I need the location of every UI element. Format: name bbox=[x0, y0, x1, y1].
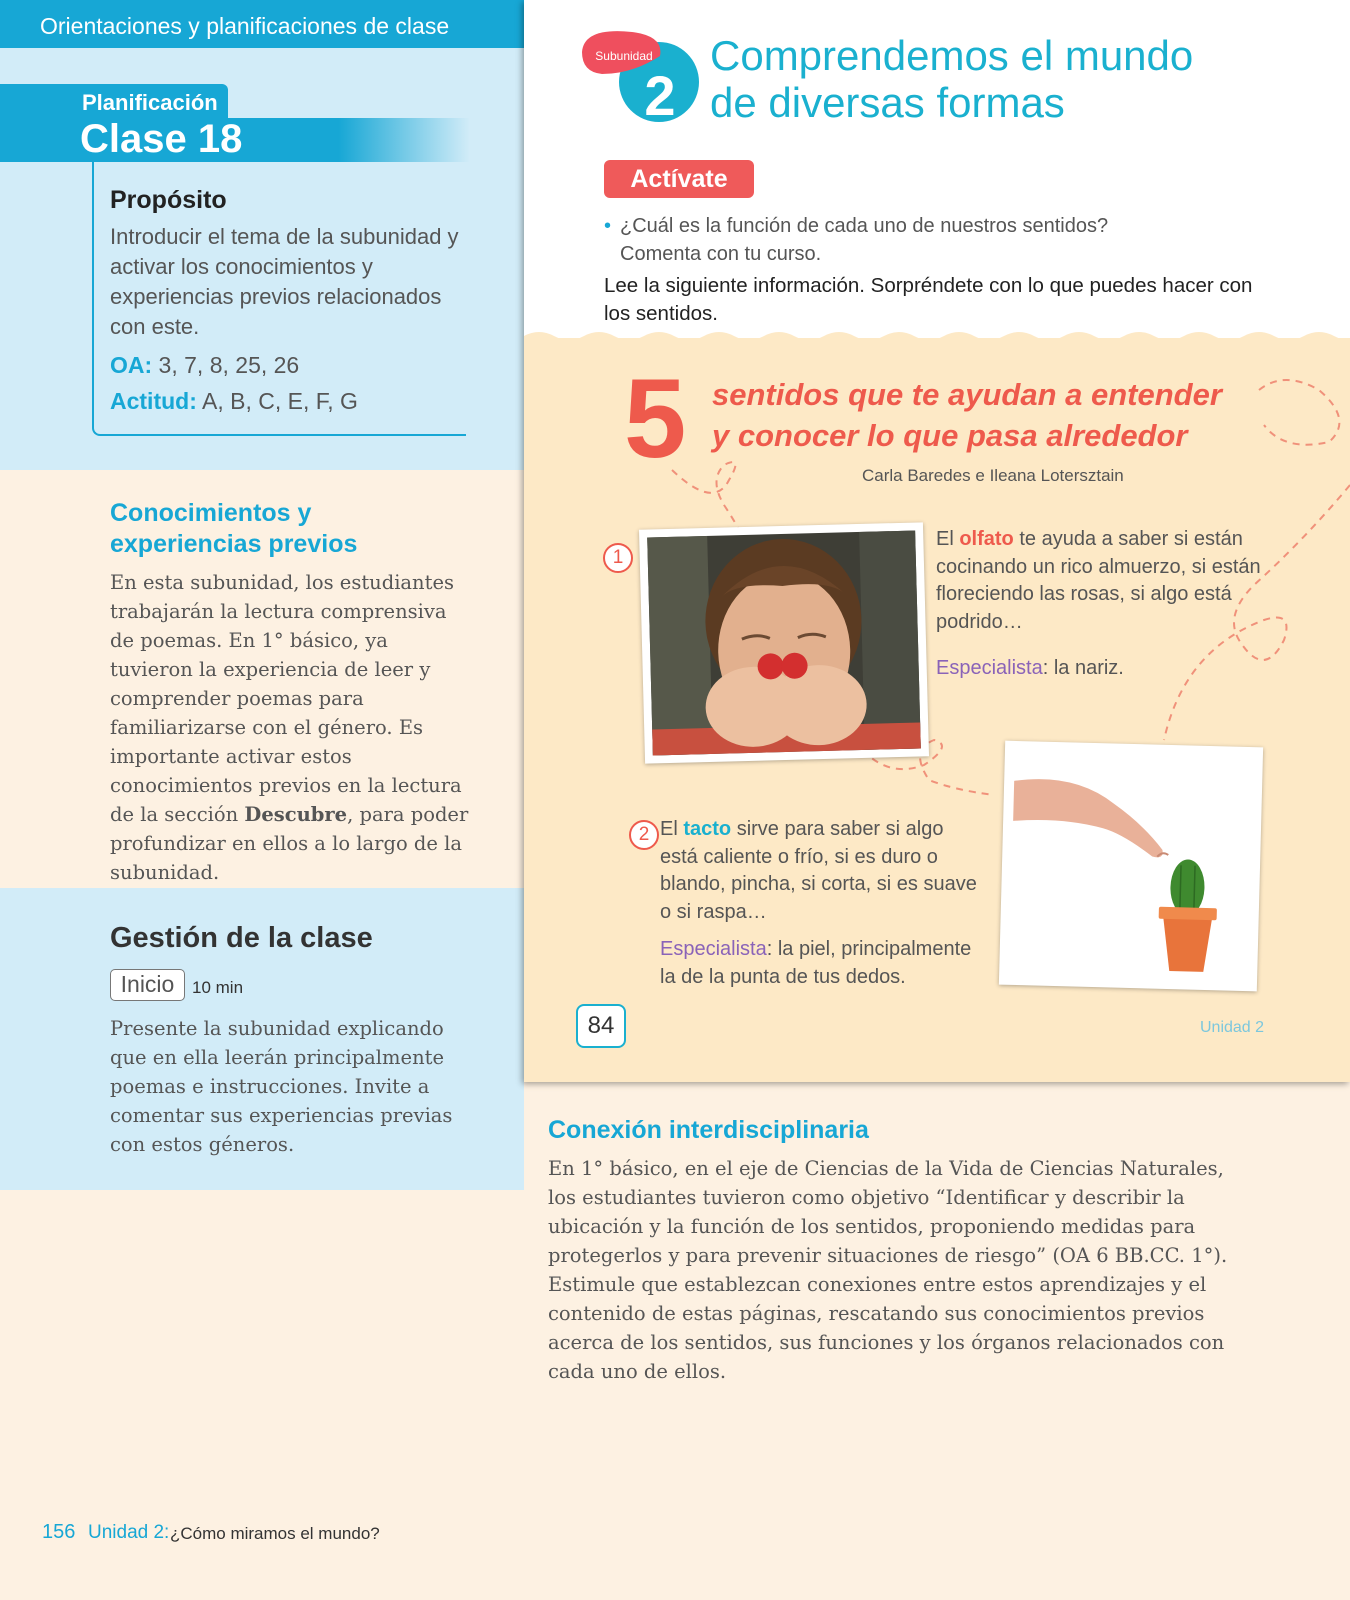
item-1-especialista-text: : la nariz. bbox=[1042, 657, 1124, 679]
subunidad-number: 2 bbox=[644, 64, 676, 127]
item-1-especialista bbox=[936, 655, 1266, 683]
activate-badge: Actívate bbox=[604, 160, 754, 198]
authors: Carla Baredes e Ileana Lotersztain bbox=[862, 466, 1124, 485]
conocimientos-text-part2: , para poder profundizar en ellos a lo largo de la subunidad. bbox=[110, 803, 469, 884]
reading-title-line-1: sentidos que te ayudan a entender bbox=[712, 377, 1222, 412]
item-2-especialista bbox=[660, 936, 980, 991]
item-2-pre: El bbox=[660, 818, 684, 840]
item-2-especialista-label: Especialista bbox=[660, 938, 767, 960]
conocimientos-title: Conocimientos y experiencias previos bbox=[110, 499, 358, 558]
planificacion-tab bbox=[0, 84, 228, 120]
item-1-pre: El bbox=[936, 528, 960, 550]
tacto-keyword: tacto bbox=[683, 818, 732, 840]
item-1-especialista-label: Especialista bbox=[936, 657, 1043, 679]
descubre-bold: Descubre bbox=[244, 803, 348, 826]
actitud-label: Actitud: bbox=[110, 388, 197, 414]
footer-unit-question: ¿Cómo miramos el mundo? bbox=[170, 1524, 380, 1543]
planificacion-label: Planificación bbox=[82, 90, 218, 115]
item-1-number: 1 bbox=[603, 543, 633, 573]
student-page-number: 84 bbox=[576, 1004, 626, 1048]
boy-smelling-illustration bbox=[639, 522, 929, 763]
lee-instruction: Lee la siguiente información. Sorpréndete con lo que puedes hacer con los sentidos. bbox=[604, 274, 1253, 325]
gestion-text: Presente la subunidad explicando que en ella leerán principalmente poemas e instrucciones. Invite a comentar sus experiencias previas con estos géneros. bbox=[110, 1017, 453, 1156]
item-2-number: 2 bbox=[629, 820, 659, 850]
footer-unit-label: Unidad 2: bbox=[88, 1522, 170, 1543]
item-2-especialista-text: : la piel, principalmente la de la punta de tus dedos. bbox=[660, 938, 972, 988]
header-bar bbox=[0, 0, 524, 48]
oa-label: OA: bbox=[110, 352, 153, 378]
finger-cactus-illustration bbox=[999, 741, 1263, 992]
conocimientos-text bbox=[110, 568, 470, 887]
proposito-title: Propósito bbox=[110, 186, 227, 214]
activate-question: • ¿Cuál es la función de cada uno de nuestros sentidos? Comenta con tu curso. bbox=[604, 212, 1124, 268]
olfato-keyword: olfato bbox=[959, 528, 1014, 550]
student-page bbox=[524, 0, 1350, 1082]
subunidad-badge bbox=[572, 22, 707, 142]
conocimientos-text-part1: En esta subunidad, los estudiantes trabajarán la lectura comprensiva de poemas. En 1° básico, ya tuvieron la experiencia de leer y comprender poemas para familiarizarse con el género. Es importante activar estos conocimientos previos en la lectura de la sección bbox=[110, 571, 462, 826]
inicio-time: 10 min bbox=[192, 978, 244, 997]
actitud-line bbox=[110, 388, 358, 415]
subunidad-label: Subunidad bbox=[595, 49, 653, 63]
title-line-1: Comprendemos el mundo bbox=[710, 32, 1194, 79]
reading-title bbox=[712, 374, 1222, 456]
reading-title-line-2: y conocer lo que pasa alrededor bbox=[712, 418, 1188, 453]
oa-line bbox=[110, 352, 299, 379]
oa-value: 3, 7, 8, 25, 26 bbox=[152, 352, 300, 378]
header-text: Orientaciones y planificaciones de clase bbox=[40, 13, 450, 39]
item-1-text bbox=[936, 526, 1266, 636]
inicio-badge: Inicio bbox=[110, 969, 185, 1001]
item-2-text bbox=[660, 816, 980, 926]
actitud-value: A, B, C, E, F, G bbox=[196, 388, 358, 414]
boy-smelling-strawberries-photo bbox=[639, 522, 929, 763]
conexion-text: En 1° básico, en el eje de Ciencias de la Vida de Ciencias Naturales, los estudiantes tuvieron como objetivo “Identificar y describir la ubicación y la función de los sentidos, proponiendo medidas para protegerlos y para prevenir situaciones de riesgo” (OA 6 BB.CC. 1°). Estimule que establezcan conexiones entre estos aprendizajes y el contenido de estas páginas, rescatando sus conocimientos previos acerca de los sentidos, sus funciones y los órganos relacionados con cada uno de ellos. bbox=[548, 1157, 1228, 1383]
title-line-2: de diversas formas bbox=[710, 79, 1065, 126]
big-five: 5 bbox=[624, 356, 687, 481]
proposito-text: Introducir el tema de la subunidad y activar los conocimientos y experiencias previos relacionados con este. bbox=[110, 224, 459, 339]
clase-band bbox=[0, 118, 470, 162]
item-1-body: te ayuda a saber si están cocinando un rico almuerzo, si están floreciendo las rosas, si algo está podrido… bbox=[936, 528, 1261, 633]
footer-page-number: 156 bbox=[42, 1521, 76, 1543]
finger-cactus-photo bbox=[999, 741, 1263, 992]
unit-tag: Unidad 2 bbox=[1200, 1019, 1265, 1036]
item-2-body: sirve para saber si algo está caliente o frío, si es duro o blando, pincha, si corta, si es suave o si raspa… bbox=[660, 818, 977, 923]
clase-title: Clase 18 bbox=[80, 117, 243, 161]
subunidad-title bbox=[710, 32, 1193, 126]
gestion-title: Gestión de la clase bbox=[110, 922, 373, 954]
conexion-title: Conexión interdisciplinaria bbox=[548, 1116, 869, 1144]
